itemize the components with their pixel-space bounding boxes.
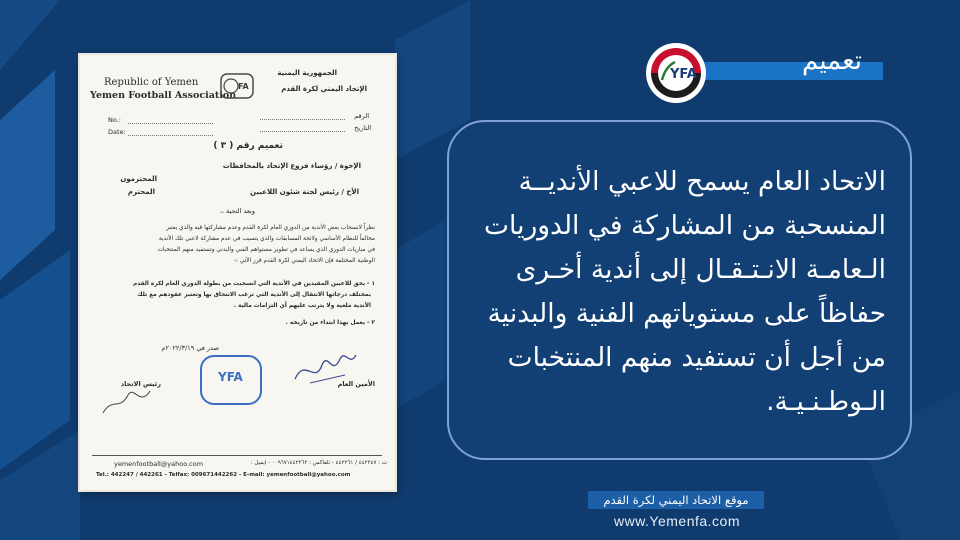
doc-date-line-ar bbox=[260, 131, 345, 132]
message-line: الـوطـنـيـة. bbox=[766, 386, 886, 417]
message-line: حفاظاً على مستوياتهم الفنية والبدنية bbox=[487, 298, 886, 329]
doc-stamp-text: YFA bbox=[218, 370, 243, 384]
message-line: المنسحبة من المشاركة في الدوريات bbox=[484, 210, 886, 241]
doc-body-line: مخالفاً للنظام الأساسي ولائحة المسابقات والذي يتسبب في عدم مشاركة لاعبي تلك الأندية bbox=[158, 236, 375, 242]
circular-document bbox=[80, 55, 395, 490]
doc-signature-left bbox=[100, 385, 155, 417]
doc-item1-line: الأندية ملغية ولا يترتب عليهم أي التزامات مالية . bbox=[233, 303, 371, 309]
doc-to-line2: الأخ / رئيس لجنة شئون اللاعبين bbox=[250, 188, 359, 196]
doc-association-en: Yemen Football Association bbox=[90, 90, 237, 101]
doc-to-line1-suffix: المحترمون bbox=[120, 175, 157, 183]
doc-date-line bbox=[128, 135, 213, 136]
doc-email: yemenfootball@yahoo.com bbox=[114, 460, 204, 468]
doc-item1-line: ١ - يحق للاعبين المقيدين في الأندية التي انسحبت من بطولة الدوري العام لكرة القدم bbox=[132, 281, 375, 287]
doc-to-line2-suffix: المحترم bbox=[127, 188, 155, 196]
site-label: موقع الاتحاد اليمني لكرة القدم bbox=[588, 491, 764, 509]
doc-sign-left: رئيس الاتحاد bbox=[120, 380, 161, 388]
doc-body-line: في مباريات الدوري الذي يساعد في تطوير مستواهم الفني والبدني وتستفيد منهم المنتخبات bbox=[157, 247, 375, 253]
doc-republic-ar: الجمهورية اليمنية bbox=[277, 69, 337, 77]
doc-ref-label-ar: الرقم bbox=[354, 112, 369, 120]
doc-date-label: Date: bbox=[108, 128, 126, 136]
doc-footer-en: Tel.: 442247 / 442261 - Telfax: 009671442262 - E-mail: yemenfootball@yahoo.com bbox=[96, 472, 351, 478]
doc-body-line: الوطنية المختلفة فإن الاتحاد اليمني لكرة القدم قرر الآتي :- bbox=[233, 258, 375, 264]
doc-ref-line-ar bbox=[260, 119, 345, 120]
doc-item2: ٢ - يعمل بهذا ابتداء من تاريخه . bbox=[285, 320, 375, 326]
doc-republic-en: Republic of Yemen bbox=[104, 77, 199, 88]
doc-to-line1: الإخوة / رؤساء فروع الإتحاد بالمحافظات bbox=[222, 162, 361, 170]
page-title: تعميم bbox=[802, 46, 862, 76]
doc-no-line bbox=[128, 123, 213, 124]
doc-issued-date: صدر في ٢٠٢٢/٣/١٩م bbox=[161, 344, 219, 352]
doc-circular-heading: تعميم رقم ( ٣ ) bbox=[213, 141, 283, 151]
svg-text:FA: FA bbox=[238, 82, 249, 91]
doc-body-line: نظراً لانسحاب بعض الأندية من الدوري العام لكرة القدم وعدم مشاركتها فيه والذي يعتبر bbox=[166, 225, 375, 231]
site-url[interactable]: www.Yemenfa.com bbox=[613, 513, 741, 529]
doc-footer-ar: ت : ٤٤٢٢٤٧ / ٤٤٢٢٦١ - تلفاكس : ٠٠٩٦٧١٤٤٢٢٦٢ - ايميل : bbox=[250, 460, 387, 466]
doc-greeting: وبعد التحية ،، bbox=[219, 207, 255, 215]
yfa-logo-icon bbox=[645, 42, 707, 104]
svg-text:YFA: YFA bbox=[670, 67, 697, 82]
doc-no-label: No.: bbox=[108, 116, 121, 124]
doc-sign-right: الأمين العام bbox=[337, 380, 375, 388]
doc-date-label-ar: التاريخ bbox=[354, 124, 371, 132]
message-line: الـعامـة الانـتـقـال إلى أندية أخـرى bbox=[515, 254, 886, 285]
doc-item1-line: بمختلف درجاتها الانتقال إلى الأندية التي ترغب الانتحاق بها وتعتبر عقودهم مع تلك bbox=[137, 292, 371, 298]
doc-association-ar: الإتحاد اليمني لكرة القدم bbox=[281, 85, 367, 93]
message-text bbox=[464, 160, 886, 424]
doc-logo-icon bbox=[220, 73, 254, 99]
message-line: الاتحاد العام يسمح للاعبي الأنديــة bbox=[518, 166, 886, 197]
doc-footer-divider bbox=[92, 455, 382, 456]
message-line: من أجل أن تستفيد منهم المنتخبات bbox=[507, 342, 886, 373]
